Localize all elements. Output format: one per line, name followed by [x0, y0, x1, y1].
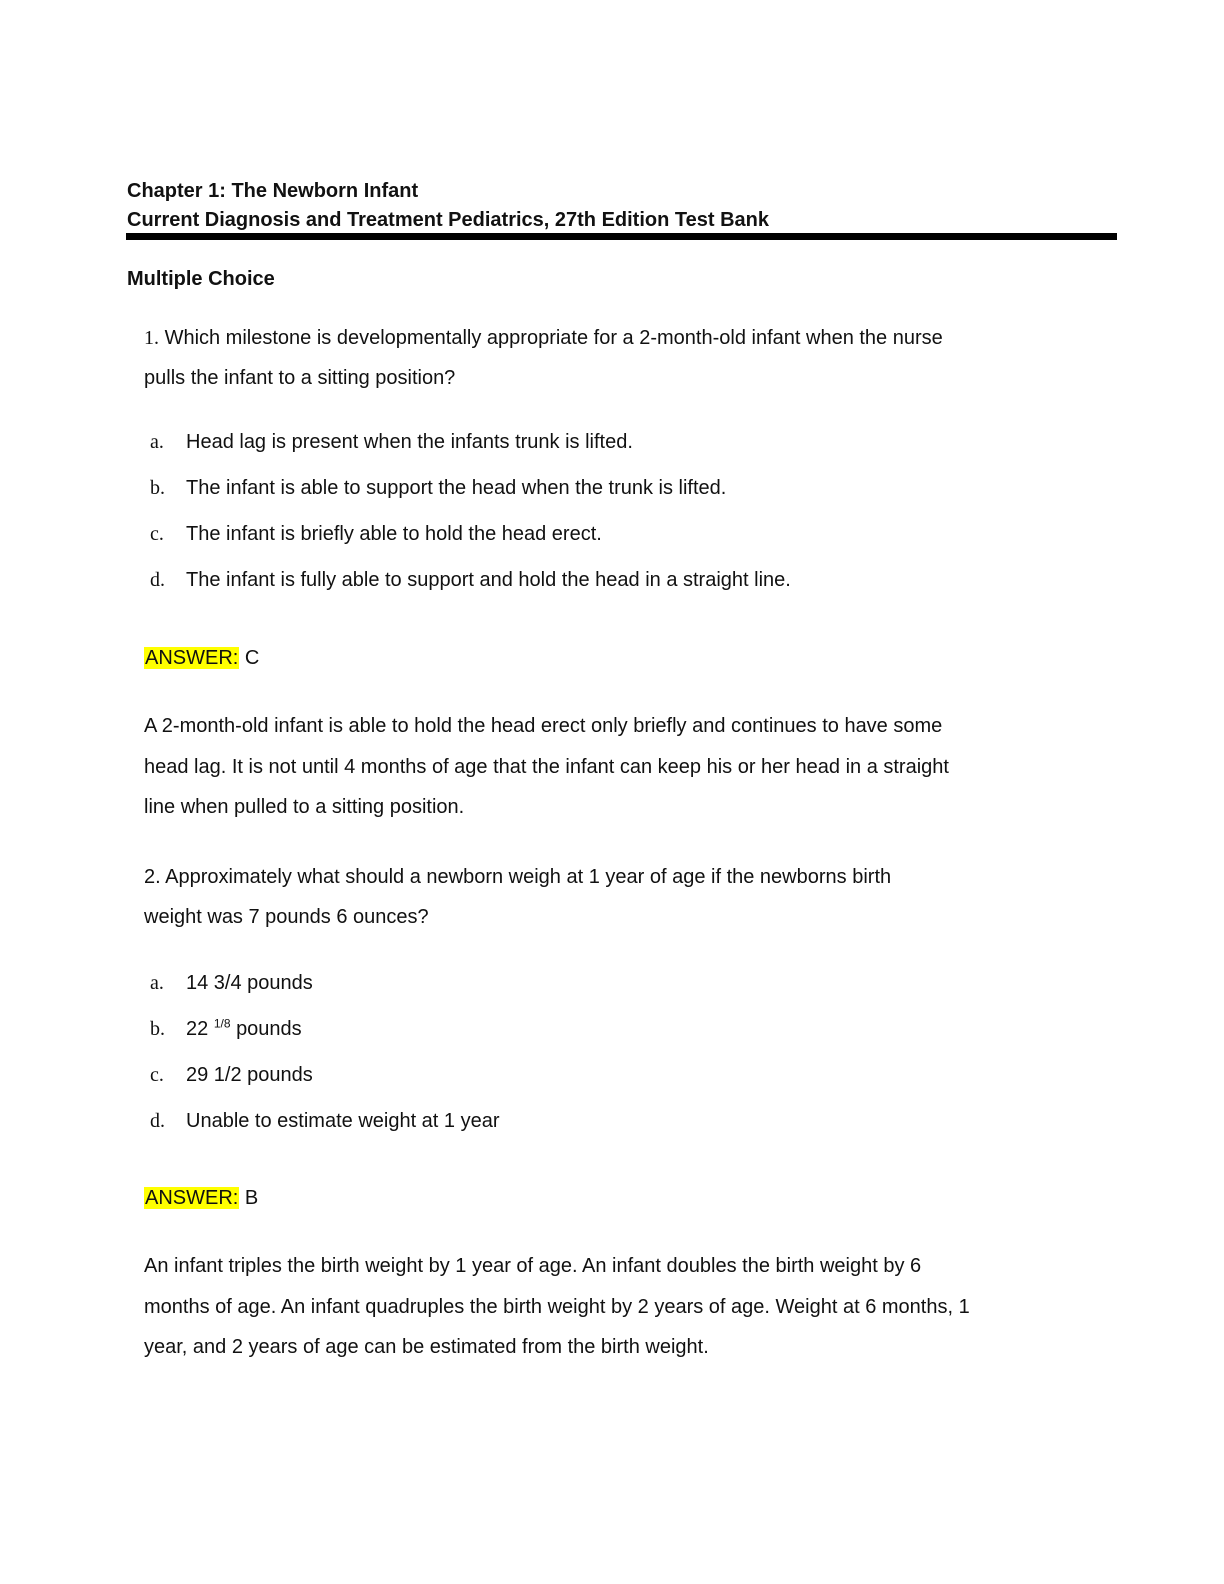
question-1-explanation [144, 706, 949, 828]
option-text: The infant is briefly able to hold the head erect. [186, 523, 602, 545]
answer-label-highlight: ANSWER: [145, 1187, 239, 1209]
option-letter: c. [150, 523, 164, 545]
option-letter: d. [150, 569, 165, 591]
explanation-line: year, and 2 years of age can be estimated from the birth weight. [144, 1336, 709, 1358]
option-text-suffix: pounds [236, 1018, 302, 1040]
option-item [144, 1108, 1044, 1154]
question-2 [144, 857, 1044, 937]
option-item [144, 1016, 1044, 1062]
question-1-number: 1. [144, 327, 159, 349]
question-1-options [144, 429, 1044, 613]
explanation-line: head lag. It is not until 4 months of age that the infant can keep his or her head in a straight [144, 755, 949, 778]
book-subtitle: Current Diagnosis and Treatment Pediatrics, 27th Edition Test Bank [127, 209, 769, 231]
option-fraction-superscript: 1/8 [213, 1016, 231, 1031]
option-letter: b. [150, 477, 165, 499]
option-item [144, 567, 1044, 613]
option-letter: a. [150, 972, 164, 994]
option-item [144, 429, 1044, 475]
answer-value: B [244, 1187, 259, 1209]
question-2-explanation [144, 1246, 970, 1368]
answer-label-highlight: ANSWER: [145, 647, 239, 669]
option-text: 29 1/2 pounds [186, 1064, 313, 1086]
question-2-text-line-2: weight was 7 pounds 6 ounces? [144, 906, 429, 928]
explanation-line: line when pulled to a sitting position. [144, 796, 465, 818]
option-item [144, 1062, 1044, 1108]
question-1-text-line-2: pulls the infant to a sitting position? [144, 367, 456, 389]
option-letter: a. [150, 431, 164, 453]
answer-value: C [244, 647, 260, 669]
header-divider [126, 233, 1117, 240]
option-item [144, 970, 1044, 1016]
option-text-main: 22 [186, 1018, 209, 1040]
option-letter: d. [150, 1110, 165, 1132]
question-2-text-line-1: Approximately what should a newborn weigh at 1 year of age if the newborns birth [165, 866, 892, 888]
question-1-line-1 [144, 318, 1044, 358]
option-text: The infant is able to support the head when the trunk is lifted. [186, 477, 727, 499]
option-text: 14 3/4 pounds [186, 972, 313, 994]
question-2-number: 2. [144, 866, 161, 888]
explanation-line: An infant triples the birth weight by 1 year of age. An infant doubles the birth weight by 6 [144, 1255, 922, 1277]
option-text: The infant is fully able to support and hold the head in a straight line. [186, 569, 791, 591]
option-letter: c. [150, 1064, 164, 1086]
option-text [186, 1016, 302, 1042]
option-item [144, 475, 1044, 521]
explanation-line: months of age. An infant quadruples the birth weight by 2 years of age. Weight at 6 months, 1 [144, 1295, 970, 1318]
option-item [144, 521, 1044, 567]
question-1-text-line-1: Which milestone is developmentally appropriate for a 2-month-old infant when the nurse [164, 327, 943, 349]
option-letter: b. [150, 1018, 165, 1040]
question-2-answer [144, 1185, 258, 1211]
explanation-line: A 2-month-old infant is able to hold the head erect only briefly and continues to have some [144, 715, 943, 737]
question-1 [144, 318, 1044, 398]
question-2-line-1 [144, 857, 1044, 897]
section-heading: Multiple Choice [127, 268, 275, 290]
question-2-options [144, 970, 1044, 1154]
chapter-title: Chapter 1: The Newborn Infant [127, 180, 419, 202]
option-text: Unable to estimate weight at 1 year [186, 1110, 500, 1132]
question-1-answer [144, 645, 259, 671]
option-text: Head lag is present when the infants trunk is lifted. [186, 431, 633, 453]
